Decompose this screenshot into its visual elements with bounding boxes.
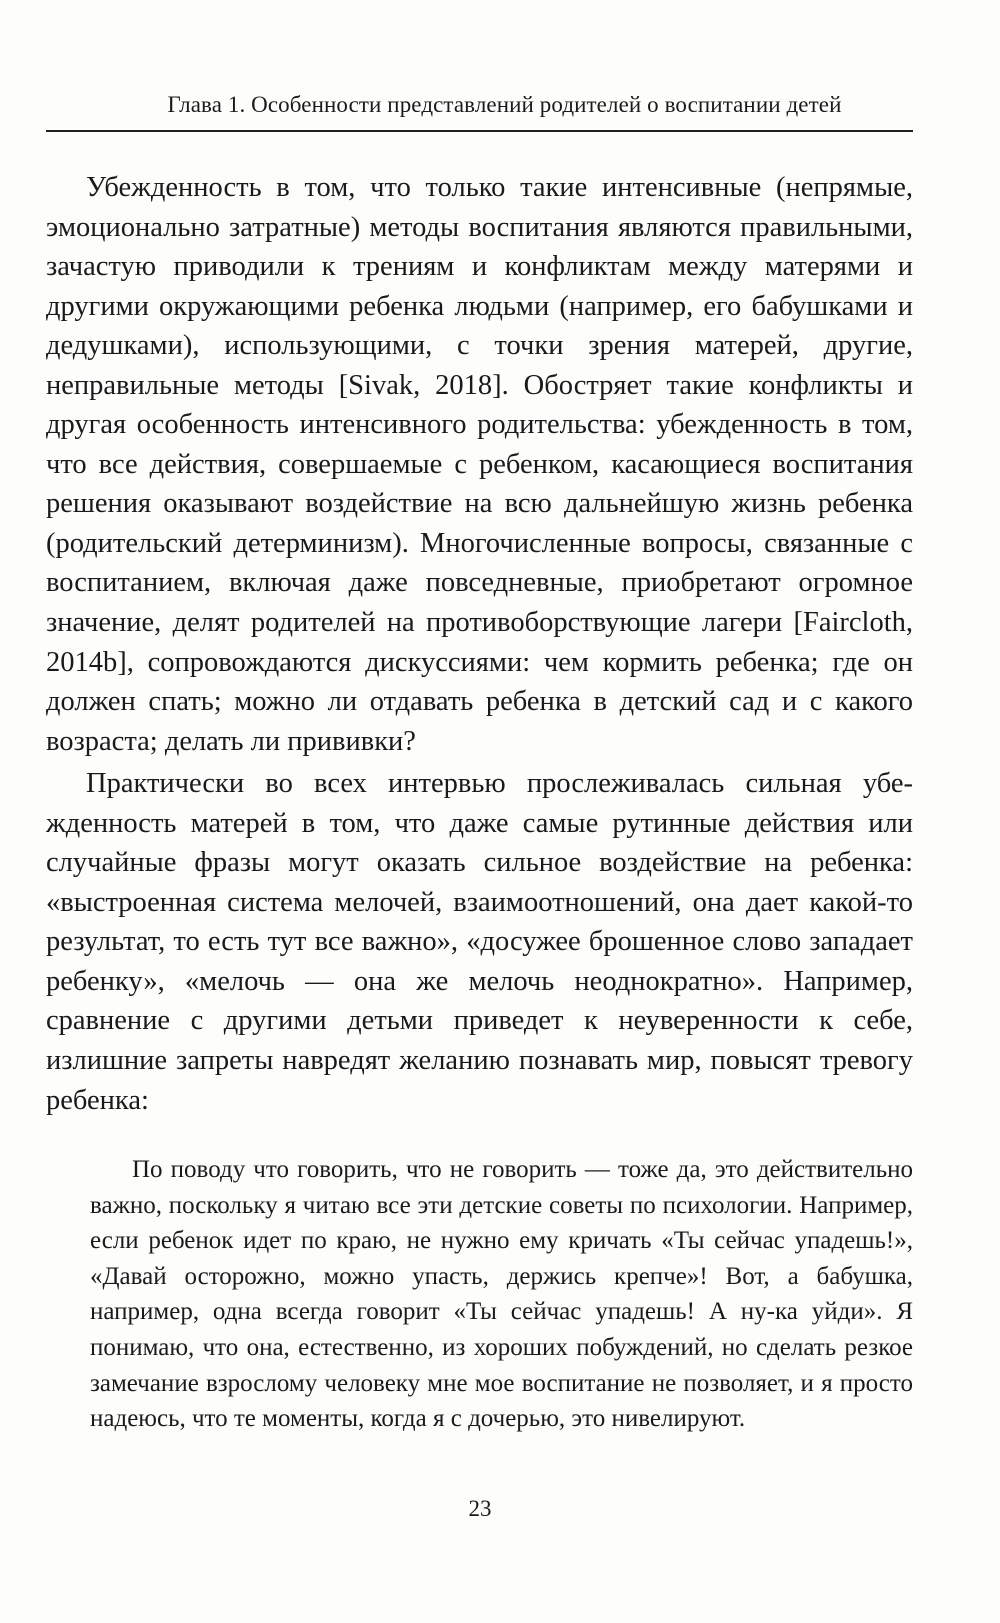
- header-rule: [46, 130, 913, 132]
- body-text: [46, 168, 913, 1120]
- quote-text: По поводу что говорить, что не говорить — тоже да, это действительно важно, поскольку я читаю все эти детские советы по психологии. Например, если ребенок идет по краю, не нужно ему кричать «Ты сейчас упадешь!», «Давай осторожно, можно упасть, держись крепче»! Вот, а бабушка, например, одна всегда говорит «Ты сейчас упадешь! А ну-ка уйди». Я понимаю, что она, естественно, из хороших побуждений, но сделать резкое замечание взрослому человеку мне мое воспитание не позволяет, и я просто надеюсь, что те моменты, когда я с дочерью, это нивелируют.: [90, 1156, 913, 1433]
- running-head: Глава 1. Особенности представлений родителей о воспитании детей: [167, 92, 842, 117]
- paragraph-2: Практически во всех интервью прослеживалась сильная убежденность матерей в том, что даже самые рутинные действия или случайные фразы могут оказать сильное воздействие на ребенка: «выстроенная система мелочей, взаимоотношений, она дает какой-то результат, то есть тут все важно», «досужее брошенное слово западает ребенку», «мелочь — она же мелочь неоднократно». Например, сравнение с другими детьми приведет к неуверенности к себе, излишние запреты навредят желанию познавать мир, повысят тревогу ребенка:: [46, 768, 913, 1116]
- page-number: 23: [468, 1496, 492, 1521]
- paragraph-1: Убежденность в том, что только такие интенсивные (непрямые, эмоционально затратные) методы воспитания являются правильными, зачастую приводили к трениям и конфликтам между матерями и другими окружающими ребенка людьми (например, его бабушками и дедушками), использующими, с точки зрения матерей, другие, неправильные методы [Sivak, 2018]. Обостряет такие конфликты и другая особенность интенсивного родительства: убежденность в том, что все действия, совершаемые с ребенком, касающиеся воспитания решения оказывают воздействие на всю дальнейшую жизнь ребенка (родительский детерминизм). Многочисленные вопросы, связанные с воспитанием, включая даже повседневные, приобретают огромное значение, делят родителей на противоборствующие лагери [Faircloth, 2014b], сопровождаются дискуссиями: чем кормить ребенка; где он должен спать; можно ли отдавать ребенка в детский сад и с какого возраста; делать ли прививки?: [46, 172, 913, 757]
- interview-quote: [90, 1152, 913, 1437]
